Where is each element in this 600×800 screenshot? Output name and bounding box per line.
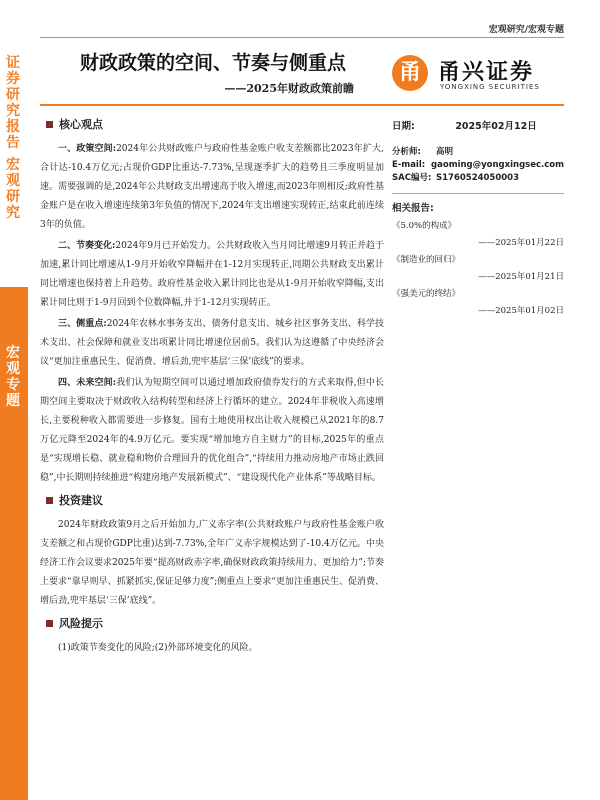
info-divider [392,193,564,194]
sidebar-label-macro: 宏观研究 [6,157,20,221]
date-label: 日期: [392,121,415,132]
header-divider [40,104,564,106]
related-report-date: ——2025年01月02日 [478,306,564,316]
sac-label: SAC编号: [392,173,432,183]
analyst-value: 高明 [436,147,454,157]
related-report-item[interactable] [392,286,564,320]
core-paragraph-1: 一、政策空间:2024年公共财政账户与政府性基金账户收支差额都比2023年扩大,合计达-10.4万亿元;占现价GDP比重达-7.73%,呈现逐季扩大的趋势且三季度明显加速。需要强调的是,2024年公共财政支出增速高于收入增速,而2023年则相反;政府性基金账户是在收入增速连续第3年负值的情况下,2024年支出增速实现转正,结束此前连续3年的负值。 [40,144,384,230]
related-report-date: ——2025年01月22日 [478,238,564,248]
sac-value: S1760524050003 [436,173,520,183]
related-report-item[interactable] [392,252,564,286]
section-core-title: 核心观点 [59,118,103,131]
related-reports-title: 相关报告: [392,203,434,214]
analyst-label: 分析师: [392,147,421,157]
related-report-title: 《强美元的终结》 [392,289,461,299]
section-invest-title: 投资建议 [59,494,103,507]
core-paragraph-3: 三、侧重点:2024年农林水事务支出、债务付息支出、城乡社区事务支出、科学技术支出、社会保障和就业支出项累计同比增速位居前5。我们认为这遵循了中央经济会议“更加注重惠民生、促消费、增后劲,兜牢基层‘三保’底线”的要求。 [40,319,385,367]
section-invest-heading [40,492,384,508]
main-content [40,112,384,660]
date-row [392,118,564,132]
info-panel [392,118,564,320]
section-bullet-icon [46,497,53,504]
core-paragraph-2: 二、节奏变化:2024年9月已开始发力。公共财政收入当月同比增速9月转正并趋于加速,累计同比增速从1-9月开始收窄降幅并在1-12月实现转正,同期公共财政支出累计同比增速也保持着上升趋势。政府性基金收入累计同比也是从1-9月开始收窄降幅,支出累计同比则于1-9月回到个位数降幅,并于1-12月实现转正。 [40,241,385,308]
logo-name-cn: 甬兴证券 [438,60,535,85]
section-bullet-icon [46,121,53,128]
related-report-date: ——2025年01月21日 [478,272,564,282]
invest-paragraph: 2024年财政政策9月之后开始加力,广义赤字率(公共财政账户与政府性基金账户收支差额之和占现价GDP比重)达到-7.73%,全年广义赤字规模达到了-10.4万亿元。中央经济工作会议要求2025年要“提高财政赤字率,确保财政政策持续用力、更加给力”;节奏上要求“靠早则早、抓紧抓实,保证足够力度”;侧重点上要求“更加注重惠民生、促消费、增后劲,兜牢基层‘三保’底线”。 [40,520,385,606]
top-divider [40,37,564,38]
email-link[interactable]: gaoming@yongxingsec.com [431,160,564,170]
section-risk-heading [40,615,384,631]
company-logo [392,55,567,95]
sidebar-label-report: 证券研究报告 [6,55,20,151]
page-subtitle: ——2025年财政政策前瞻 [224,82,354,95]
report-category: 宏观研究/宏观专题 [488,25,564,35]
logo-glyph: 甬 [398,60,421,85]
core-paragraph-4: 四、未来空间:我们认为短期空间可以通过增加政府债券发行的方式来取得,但中长期空间主要取决于财政收入结构转型和经济上行循环的建立。2024年非税收入高速增长,主要税种收入都需要进一步修复。国有土地使用权出让收入规模已从2021年的8.7万亿元降至2024年的4.9万亿元。要实现“增加地方自主财力”的目标,2025年的重点是“实现增长稳、就业稳和物价合理回升的优化组合”,“持续用力推动房地产市场止跌回稳”,中长期则持续推进“构建房地产发展新模式”、“建设现代化产业体系”等战略目标。 [40,378,384,483]
section-bullet-icon [46,620,53,627]
related-report-item[interactable] [392,218,564,252]
section-risk-title: 风险提示 [59,617,103,630]
section-core-heading [40,116,384,132]
sac-row [392,172,564,185]
risk-paragraph: (1)政策节奏变化的风险;(2)外部环境变化的风险。 [58,643,258,653]
page-title: 财政政策的空间、节奏与侧重点 [80,52,347,74]
email-row [392,159,564,172]
logo-name-en: YONGXING SECURITIES [440,83,540,91]
sidebar-band [0,287,28,800]
related-report-title: 《5.0%的构成》 [392,221,457,231]
analyst-row [392,146,564,159]
related-report-title: 《制造业的回归》 [392,255,461,265]
sidebar-top [0,55,28,280]
date-value: 2025年02月12日 [455,121,537,132]
sidebar-band-label: 宏观专题 [6,345,20,409]
email-label: E-mail: [392,160,426,170]
